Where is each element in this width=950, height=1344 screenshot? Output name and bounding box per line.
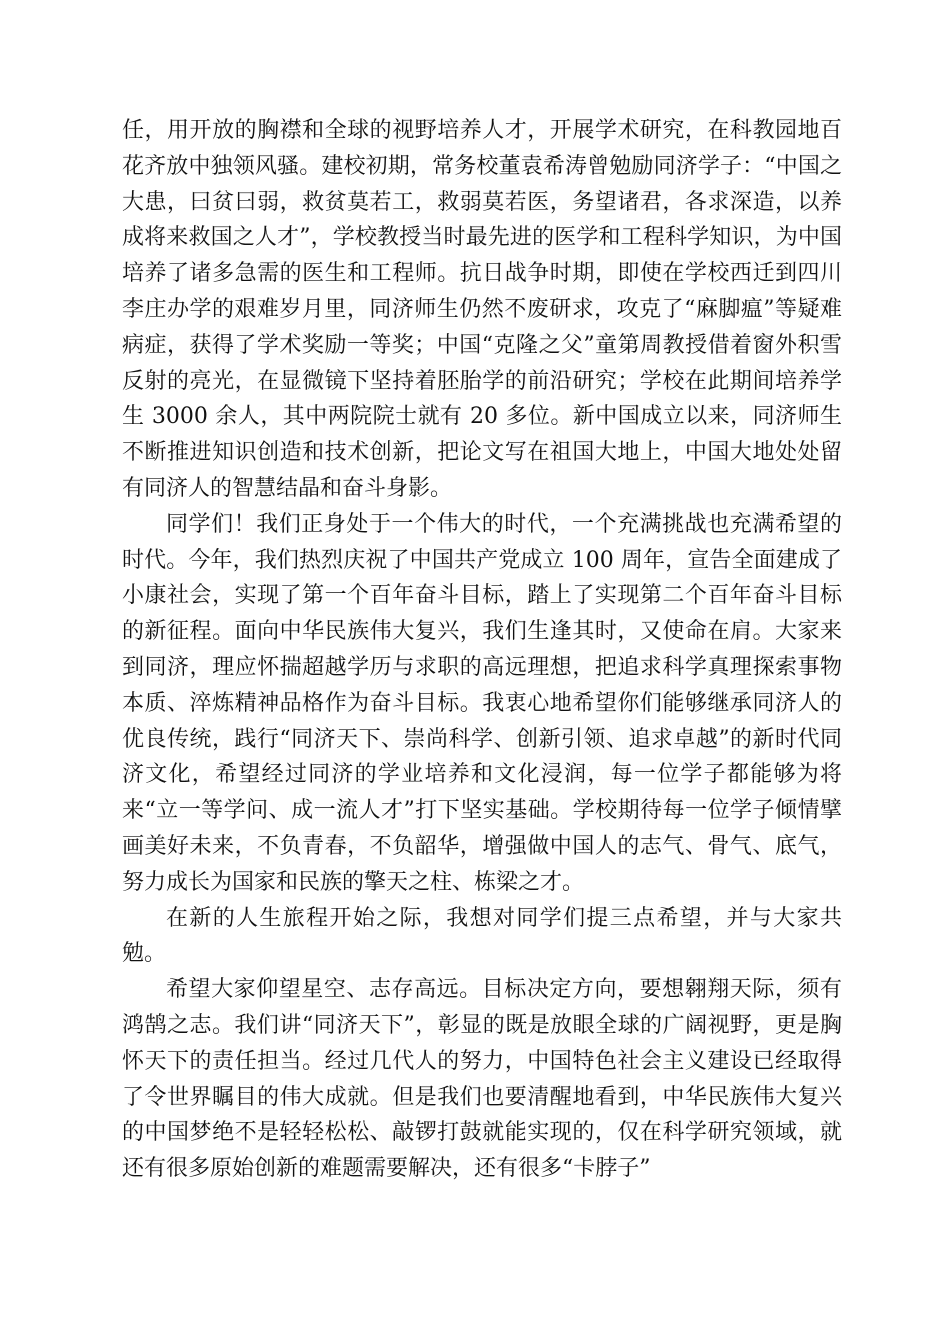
paragraph-era: 同学们！我们正身处于一个伟大的时代，一个充满挑战也充满希望的时代。今年，我们热烈庆祝了中国共产党成立 100 周年，宣告全面建成了小康社会，实现了第一个百年奋斗目标，踏上了实现第二个百年奋斗目标的新征程。面向中华民族伟大复兴，我们生逢其时，又使命在肩。大家来到同济，理应怀揣超越学历与求职的高远理想，把追求科学真理探索事物本质、淬炼精神品格作为奋斗目标。我衷心地希望你们能够继承同济人的优良传统，践行“同济天下、崇尚科学、创新引领、追求卓越”的新时代同济文化，希望经过同济的学业培养和文化浸润，每一位学子都能够为将来“立一等学问、成一流人才”打下坚实基础。学校期待每一位学子倾情擘画美好未来，不负青春，不负韶华，增强做中国人的志气、骨气、底气，努力成长为国家和民族的擎天之柱、栋梁之才。 [122,511,842,895]
paragraph-hopes-intro: 在新的人生旅程开始之际，我想对同学们提三点希望，并与大家共勉。 [122,905,842,967]
paragraph-hope-one: 希望大家仰望星空、志存高远。目标决定方向，要想翱翔天际，须有鸿鹄之志。我们讲“同济天下”，彰显的既是放眼全球的广阔视野，更是胸怀天下的责任担当。经过几代人的努力，中国特色社会主义建设已经取得了令世界瞩目的伟大成就。但是我们也要清醒地看到，中华民族伟大复兴的中国梦绝不是轻轻松松、敲锣打鼓就能实现的，仅在科学研究领域，就还有很多原始创新的难题需要解决，还有很多“卡脖子” [122,977,842,1182]
document-page [122,113,842,1187]
paragraph-history: 任，用开放的胸襟和全球的视野培养人才，开展学术研究，在科教园地百花齐放中独领风骚。建校初期，常务校董袁希涛曾勉励同济学子：“中国之大患，曰贫曰弱，救贫莫若工，救弱莫若医，务望诸君，各求深造，以养成将来救国之人才”，学校教授当时最先进的医学和工程科学知识，为中国培养了诸多急需的医生和工程师。抗日战争时期，即使在学校西迁到四川李庄办学的艰难岁月里，同济师生仍然不废研求，攻克了“麻脚瘟”等疑难病症，获得了学术奖励一等奖；中国“克隆之父”童第周教授借着窗外积雪反射的亮光，在显微镜下坚持着胚胎学的前沿研究；学校在此期间培养学生 3000 余人，其中两院院士就有 20 多位。新中国成立以来，同济师生不断推进知识创造和技术创新，把论文写在祖国大地上，中国大地处处留有同济人的智慧结晶和奋斗身影。 [122,118,842,501]
